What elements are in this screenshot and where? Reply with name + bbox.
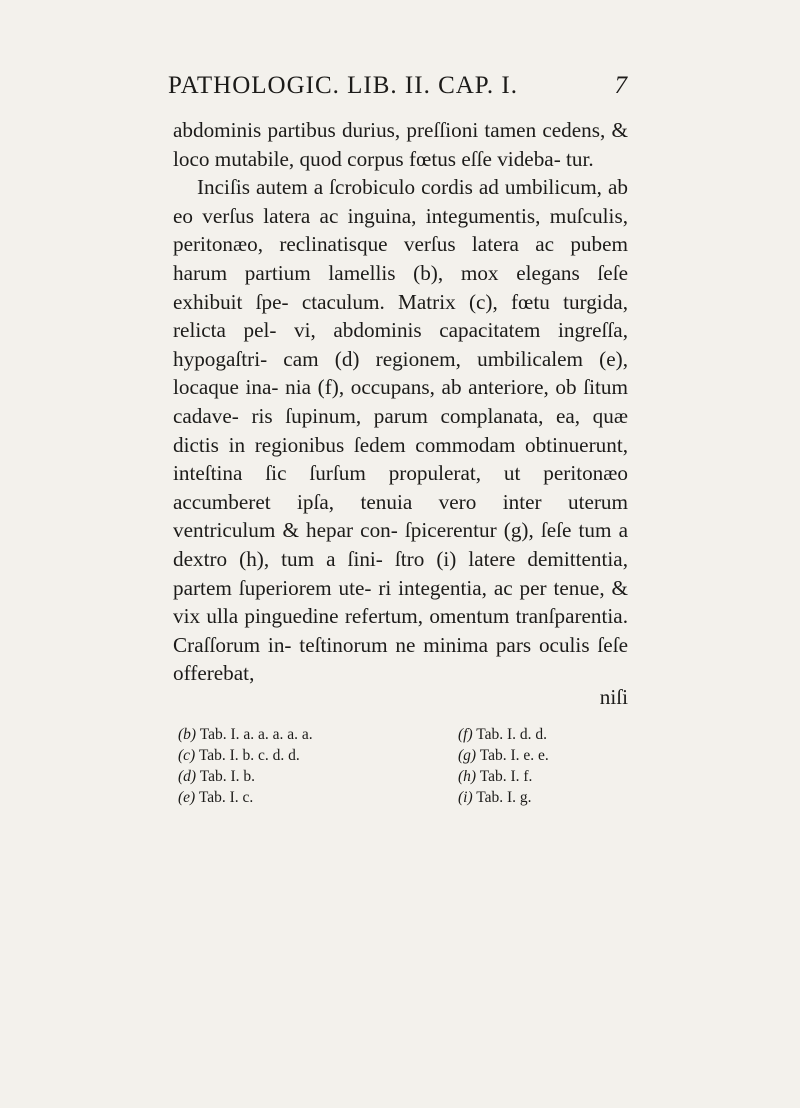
footnote [178,766,313,787]
footnote-ref: Tab. I. g. [476,789,532,806]
footnote-ref: Tab. I. a. a. a. a. a. [199,726,313,743]
paragraph-2: Inciſis autem a ſcrobiculo cordis ad umbilicum, ab eo verſus latera ac inguina, integumentis, muſculis, peritonæo, reclinatisque verſus latera ac pubem harum partium lamellis (b), mox elegans ſeſe exhibuit ſpe- ctaculum. Matrix (c), fœtu turgida, relicta pel- vi, abdominis capacitatem ingreſſa, hypogaſtri- cam (d) regionem, umbilicalem (e), locaque ina- nia (f), occupans, ab anteriore, ob ſitum cadave- ris ſupinum, parum complanata, ea, quæ dictis in regionibus ſedem commodam obtinuerunt, inteſtina ſic ſurſum propulerat, ut peritonæo accumberet ipſa, tenuia vero inter uterum ventriculum & hepar con- ſpicerentur (g), ſeſe tum a dextro (h), tum a ſini- ſtro (i) latere demittentia, partem ſuperiorem ute- ri integentia, ac per tenue, & vix ulla pinguedine refertum, omentum tranſparentia. Craſſorum in- teſtinorum ne minima pars oculis ſeſe offerebat, [173,175,628,686]
page-number: 7 [614,72,628,99]
footnote-ref: Tab. I. f. [479,768,533,785]
footnote-mark: (e) [178,789,196,806]
footnote-mark: (f) [458,726,473,743]
footnote-mark: (b) [178,726,197,743]
footnote [458,724,549,745]
footnote [178,745,313,766]
footnote [178,724,313,745]
footnote-mark: (h) [458,768,477,785]
running-title: PATHOLOGIC. LIB. II. CAP. I. [168,72,519,99]
paragraph-1: abdominis partibus durius, preſſioni tamen cedens, & loco mutabile, quod corpus fœtus eſſe videba- tur. [173,118,628,171]
footnote-ref: Tab. I. b. c. d. d. [198,747,300,764]
footnote-mark: (i) [458,789,473,806]
footnote [458,766,549,787]
footnote-ref: Tab. I. d. d. [476,726,548,743]
running-header [168,72,628,100]
footnote-mark: (c) [178,747,196,764]
footnotes-left-column [178,724,313,808]
catchword: niſi [599,685,628,709]
footnote [178,787,313,808]
footnote-mark: (g) [458,747,477,764]
footnote [458,787,549,808]
footnotes-right-column [458,724,549,808]
footnote-ref: Tab. I. b. [199,768,255,785]
footnote-mark: (d) [178,768,197,785]
body-text [173,116,628,688]
footnote [458,745,549,766]
footnote-ref: Tab. I. c. [198,789,254,806]
footnote-ref: Tab. I. e. e. [479,747,549,764]
